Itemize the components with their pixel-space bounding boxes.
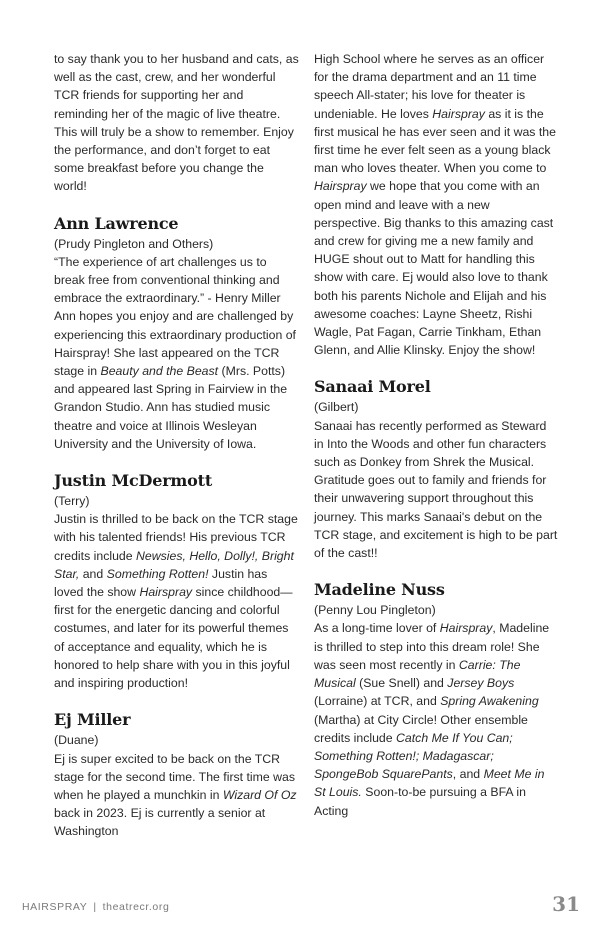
italic-title: Hairspray (439, 621, 493, 636)
italic-title: Newsies, Hello, Dolly!, Bright Star, (54, 548, 294, 581)
text-run: since childhood—first for the energetic dancing and colorful costumes, and later for its powerful themes of acceptance and equality, which he is honored to help share with you in this joyful and inspiring production! (54, 585, 293, 691)
text-run: (Mrs. Potts) and appeared last Spring in Fairview in the Grandon Studio. Ann has studied music theatre and voice at Illinois Wesleyan University and the University of Iowa. (54, 364, 288, 451)
footer-separator: | (93, 901, 97, 913)
text-run: As a long-time lover of (314, 621, 440, 636)
bio-text (54, 510, 299, 692)
text-run: High School where he serves as an officer for the drama department and an 11 time speech All-stater; his love for theater is undeniable. He loves (314, 52, 545, 121)
bio-name: Madeline Nuss (314, 580, 445, 600)
bio-continuation (314, 50, 559, 359)
text-run: Sanaai has recently performed as Steward in Into the Woods and other fun characters such as Donkey from Shrek the Musical. Gratitude goes out to family and friends for their unwavering support throughout this journey. This marks Sanaai's debut on the TCR stage, and excitement is high to be part of the cast!! (314, 418, 558, 561)
bio-continuation: to say thank you to her husband and cats, as well as the cast, crew, and her wonderful TCR friends for supporting her and reminding her of the magic of live theatre. This will truly be a show to remember. Enjoy the performance, and don’t forget to eat some breakfast before you change the world! (54, 52, 299, 194)
bio-role: (Prudy Pingleton and Others) (54, 236, 214, 251)
italic-title: Carrie: The Musical (314, 657, 521, 691)
text-run: and (79, 566, 107, 581)
italic-title: Meet Me in St Louis. (314, 767, 545, 800)
text-run: Justin is thrilled to be back on the TCR stage with his talented friends! His previous TCR credits include (54, 512, 298, 563)
text-run: Ej is super excited to be back on the TCR stage for the second time. The first time was when he played a munchkin in (54, 751, 296, 802)
bio-role: (Terry) (54, 494, 90, 509)
text-run: (Lorraine) at TCR, and (314, 694, 441, 709)
bio-text (314, 619, 559, 819)
bio-entry (54, 214, 299, 453)
text-run: “The experience of art challenges us to break free from conventional thinking and embrace the extraordinary.” - Henry Miller Ann hopes you enjoy and are challenged by experiencing this extraordinary production of Hairspray! She last appeared on the TCR stage in (54, 254, 296, 379)
italic-title: Hairspray (432, 106, 485, 121)
bio-name: Sanaai Morel (314, 377, 431, 397)
italic-title: Hairspray (139, 585, 193, 600)
footer-website: theatrecr.org (102, 901, 170, 913)
italic-title: Jersey Boys (447, 676, 515, 691)
bio-entry (314, 377, 559, 562)
bio-name: Justin McDermott (54, 471, 213, 491)
footer (22, 901, 169, 913)
italic-title: Spring Awakening (440, 694, 539, 709)
left-bios (54, 214, 299, 841)
footer-show-title: HAIRSPRAY (22, 901, 88, 913)
italic-title: Something Rotten! (106, 566, 209, 581)
left-column (54, 50, 299, 859)
text-run: Soon-to-be pursuing a BFA in Acting (314, 785, 526, 818)
bio-role: (Duane) (54, 733, 99, 748)
bio-text (314, 417, 559, 563)
bio-name: Ej Miller (54, 710, 131, 730)
bio-text (54, 253, 299, 453)
bio-entry (54, 471, 299, 692)
text-run: , and (452, 767, 484, 782)
text-run: Justin has loved the show (54, 566, 268, 600)
bio-entry (54, 710, 299, 840)
right-bios (314, 377, 559, 819)
bio-text (54, 750, 299, 841)
text-run: back in 2023. Ej is currently a senior at Washington (54, 806, 266, 839)
bio-name: Ann Lawrence (54, 213, 179, 233)
bio-role: (Penny Lou Pingleton) (314, 603, 436, 618)
bio-entry (314, 580, 559, 819)
italic-title: Wizard Of Oz (222, 787, 297, 802)
italic-title: Beauty and the Beast (100, 364, 219, 379)
italic-title: Catch Me If You Can; Something Rotten!; Madagascar; SpongeBob SquarePants (314, 730, 513, 782)
page-number: 31 (552, 892, 580, 916)
italic-title: Hairspray (314, 179, 367, 194)
text-run: as it is the first musical he has ever seen and it was the first time he ever felt seen as a young black man who loves theater. When you come to (314, 106, 556, 176)
text-run: , Madeline is thrilled to step into this dream role! She was seen most recently in (314, 621, 550, 672)
bio-role: (Gilbert) (314, 400, 359, 415)
text-run: (Martha) at City Circle! Other ensemble credits include (314, 712, 528, 745)
text-run: we hope that you come with an open mind and leave with a new perspective. Big thanks to this amazing cast and crew for giving me a new family and HUGE shout out to Matt for handling this show with care. Ej would also love to thank both his parents Nichole and Elijah and his awesome coaches: Layne Sheetz, Rishi Wagle, Pat Fagan, Carrie Tinkham, Ethan Glenn, and Allie Klinsky. Enjoy the show! (314, 179, 554, 358)
right-column (314, 50, 559, 838)
text-run: (Sue Snell) and (355, 676, 448, 691)
